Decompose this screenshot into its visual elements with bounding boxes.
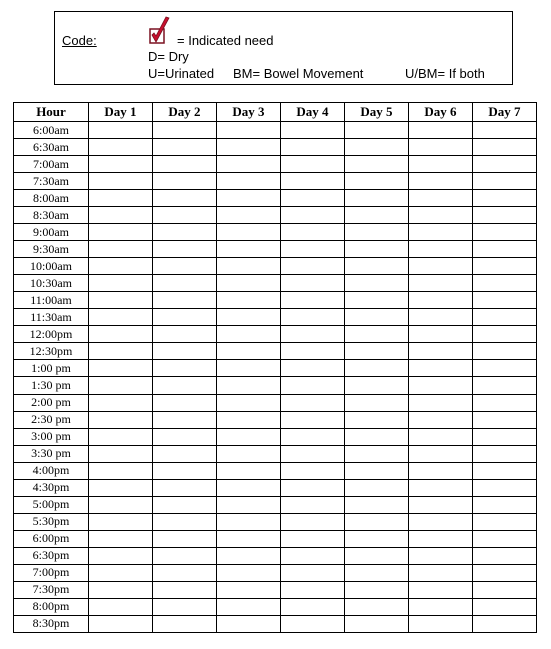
- entry-cell[interactable]: [473, 156, 537, 173]
- entry-cell[interactable]: [409, 343, 473, 360]
- entry-cell[interactable]: [89, 241, 153, 258]
- entry-cell[interactable]: [473, 122, 537, 139]
- entry-cell[interactable]: [409, 190, 473, 207]
- entry-cell[interactable]: [345, 309, 409, 326]
- table-row: [14, 241, 537, 258]
- entry-cell[interactable]: [153, 428, 217, 445]
- table-row: [14, 428, 537, 445]
- entry-cell[interactable]: [473, 173, 537, 190]
- table-row: [14, 343, 537, 360]
- hour-cell: 6:00am: [14, 122, 89, 139]
- hour-cell: 12:30pm: [14, 343, 89, 360]
- code-label: Code:: [62, 33, 97, 48]
- log-table: [13, 102, 537, 633]
- entry-cell[interactable]: [153, 326, 217, 343]
- entry-cell[interactable]: [217, 122, 281, 139]
- entry-cell[interactable]: [473, 462, 537, 479]
- entry-cell[interactable]: [217, 496, 281, 513]
- entry-cell[interactable]: [281, 445, 345, 462]
- table-row: [14, 445, 537, 462]
- entry-cell[interactable]: [409, 479, 473, 496]
- entry-cell[interactable]: [217, 309, 281, 326]
- entry-cell[interactable]: [473, 394, 537, 411]
- entry-cell[interactable]: [217, 292, 281, 309]
- entry-cell[interactable]: [281, 598, 345, 615]
- entry-cell[interactable]: [473, 241, 537, 258]
- hour-cell: 8:30pm: [14, 615, 89, 632]
- table-row: [14, 258, 537, 275]
- hour-cell: 10:30am: [14, 275, 89, 292]
- entry-cell[interactable]: [153, 122, 217, 139]
- hour-cell: 4:30pm: [14, 479, 89, 496]
- entry-cell[interactable]: [217, 411, 281, 428]
- entry-cell[interactable]: [345, 326, 409, 343]
- entry-cell[interactable]: [345, 598, 409, 615]
- entry-cell[interactable]: [409, 275, 473, 292]
- entry-cell[interactable]: [217, 139, 281, 156]
- entry-cell[interactable]: [89, 615, 153, 632]
- entry-cell[interactable]: [345, 122, 409, 139]
- checkbox-check-icon: [149, 14, 171, 48]
- entry-cell[interactable]: [153, 139, 217, 156]
- entry-cell[interactable]: [217, 173, 281, 190]
- entry-cell[interactable]: [473, 598, 537, 615]
- entry-cell[interactable]: [345, 275, 409, 292]
- entry-cell[interactable]: [345, 581, 409, 598]
- entry-cell[interactable]: [345, 394, 409, 411]
- entry-cell[interactable]: [345, 462, 409, 479]
- entry-cell[interactable]: [153, 479, 217, 496]
- hour-cell: 7:30am: [14, 173, 89, 190]
- entry-cell[interactable]: [153, 445, 217, 462]
- entry-cell[interactable]: [473, 428, 537, 445]
- hour-cell: 5:00pm: [14, 496, 89, 513]
- table-row: [14, 496, 537, 513]
- entry-cell[interactable]: [217, 377, 281, 394]
- entry-cell[interactable]: [153, 309, 217, 326]
- entry-cell[interactable]: [409, 173, 473, 190]
- entry-cell[interactable]: [345, 428, 409, 445]
- header-row: [14, 103, 537, 122]
- entry-cell[interactable]: [281, 258, 345, 275]
- entry-cell[interactable]: [409, 309, 473, 326]
- entry-cell[interactable]: [281, 360, 345, 377]
- hour-header: Hour: [14, 103, 89, 122]
- entry-cell[interactable]: [217, 156, 281, 173]
- entry-cell[interactable]: [217, 326, 281, 343]
- entry-cell[interactable]: [281, 292, 345, 309]
- entry-cell[interactable]: [409, 547, 473, 564]
- entry-cell[interactable]: [217, 615, 281, 632]
- table-row: [14, 547, 537, 564]
- entry-cell[interactable]: [281, 156, 345, 173]
- entry-cell[interactable]: [153, 241, 217, 258]
- hour-cell: 11:30am: [14, 309, 89, 326]
- entry-cell[interactable]: [409, 394, 473, 411]
- entry-cell[interactable]: [217, 547, 281, 564]
- entry-cell[interactable]: [281, 462, 345, 479]
- entry-cell[interactable]: [409, 598, 473, 615]
- entry-cell[interactable]: [153, 258, 217, 275]
- entry-cell[interactable]: [345, 292, 409, 309]
- entry-cell[interactable]: [89, 530, 153, 547]
- entry-cell[interactable]: [89, 377, 153, 394]
- table-row: [14, 224, 537, 241]
- entry-cell[interactable]: [473, 496, 537, 513]
- hour-cell: 1:00 pm: [14, 360, 89, 377]
- table-row: [14, 275, 537, 292]
- entry-cell[interactable]: [153, 547, 217, 564]
- entry-cell[interactable]: [89, 258, 153, 275]
- entry-cell[interactable]: [281, 581, 345, 598]
- hour-cell: 8:00am: [14, 190, 89, 207]
- entry-cell[interactable]: [473, 360, 537, 377]
- hour-cell: 9:30am: [14, 241, 89, 258]
- entry-cell[interactable]: [409, 207, 473, 224]
- entry-cell[interactable]: [281, 241, 345, 258]
- entry-cell[interactable]: [281, 394, 345, 411]
- entry-cell[interactable]: [473, 445, 537, 462]
- entry-cell[interactable]: [89, 275, 153, 292]
- log-body: [14, 122, 537, 633]
- entry-cell[interactable]: [153, 207, 217, 224]
- entry-cell[interactable]: [281, 139, 345, 156]
- entry-cell[interactable]: [217, 190, 281, 207]
- entry-cell[interactable]: [281, 122, 345, 139]
- entry-cell[interactable]: [473, 377, 537, 394]
- entry-cell[interactable]: [217, 343, 281, 360]
- entry-cell[interactable]: [473, 411, 537, 428]
- hour-cell: 6:30pm: [14, 547, 89, 564]
- entry-cell[interactable]: [409, 292, 473, 309]
- entry-cell[interactable]: [345, 224, 409, 241]
- table-row: [14, 530, 537, 547]
- day-header: Day 4: [281, 103, 345, 122]
- entry-cell[interactable]: [217, 581, 281, 598]
- entry-cell[interactable]: [345, 530, 409, 547]
- entry-cell[interactable]: [345, 564, 409, 581]
- entry-cell[interactable]: [281, 615, 345, 632]
- entry-cell[interactable]: [153, 462, 217, 479]
- table-row: [14, 394, 537, 411]
- entry-cell[interactable]: [281, 207, 345, 224]
- entry-cell[interactable]: [473, 530, 537, 547]
- entry-cell[interactable]: [89, 292, 153, 309]
- entry-cell[interactable]: [153, 564, 217, 581]
- table-row: [14, 615, 537, 632]
- legend-box: [54, 11, 513, 85]
- table-row: [14, 326, 537, 343]
- entry-cell[interactable]: [281, 496, 345, 513]
- entry-cell[interactable]: [281, 547, 345, 564]
- table-row: [14, 513, 537, 530]
- entry-cell[interactable]: [409, 530, 473, 547]
- table-row: [14, 462, 537, 479]
- entry-cell[interactable]: [409, 615, 473, 632]
- entry-cell[interactable]: [345, 377, 409, 394]
- entry-cell[interactable]: [473, 292, 537, 309]
- hour-cell: 2:00 pm: [14, 394, 89, 411]
- entry-cell[interactable]: [473, 581, 537, 598]
- hour-cell: 7:00am: [14, 156, 89, 173]
- entry-cell[interactable]: [409, 377, 473, 394]
- entry-cell[interactable]: [89, 224, 153, 241]
- entry-cell[interactable]: [217, 445, 281, 462]
- entry-cell[interactable]: [217, 598, 281, 615]
- entry-cell[interactable]: [281, 513, 345, 530]
- entry-cell[interactable]: [345, 343, 409, 360]
- entry-cell[interactable]: [281, 479, 345, 496]
- table-row: [14, 173, 537, 190]
- hour-cell: 5:30pm: [14, 513, 89, 530]
- entry-cell[interactable]: [153, 394, 217, 411]
- entry-cell[interactable]: [89, 360, 153, 377]
- entry-cell[interactable]: [473, 479, 537, 496]
- entry-cell[interactable]: [153, 292, 217, 309]
- legend-urinated: U=Urinated: [148, 66, 215, 81]
- hour-cell: 8:30am: [14, 207, 89, 224]
- entry-cell[interactable]: [281, 309, 345, 326]
- table-row: [14, 139, 537, 156]
- entry-cell[interactable]: [281, 411, 345, 428]
- hour-cell: 6:30am: [14, 139, 89, 156]
- entry-cell[interactable]: [217, 513, 281, 530]
- entry-cell[interactable]: [281, 190, 345, 207]
- entry-cell[interactable]: [345, 445, 409, 462]
- entry-cell[interactable]: [217, 224, 281, 241]
- entry-cell[interactable]: [409, 156, 473, 173]
- entry-cell[interactable]: [89, 207, 153, 224]
- hour-cell: 12:00pm: [14, 326, 89, 343]
- entry-cell[interactable]: [153, 496, 217, 513]
- legend-bowel-movement: BM= Bowel Movement: [233, 66, 364, 81]
- hour-cell: 9:00am: [14, 224, 89, 241]
- hour-cell: 10:00am: [14, 258, 89, 275]
- entry-cell[interactable]: [153, 530, 217, 547]
- entry-cell[interactable]: [473, 139, 537, 156]
- entry-cell[interactable]: [89, 428, 153, 445]
- entry-cell[interactable]: [89, 581, 153, 598]
- entry-cell[interactable]: [345, 479, 409, 496]
- entry-cell[interactable]: [217, 360, 281, 377]
- entry-cell[interactable]: [409, 411, 473, 428]
- entry-cell[interactable]: [345, 360, 409, 377]
- entry-cell[interactable]: [153, 581, 217, 598]
- entry-cell[interactable]: [89, 326, 153, 343]
- entry-cell[interactable]: [89, 445, 153, 462]
- entry-cell[interactable]: [153, 598, 217, 615]
- entry-cell[interactable]: [217, 462, 281, 479]
- entry-cell[interactable]: [153, 190, 217, 207]
- entry-cell[interactable]: [345, 258, 409, 275]
- entry-cell[interactable]: [153, 156, 217, 173]
- hour-cell: 3:30 pm: [14, 445, 89, 462]
- entry-cell[interactable]: [473, 224, 537, 241]
- table-row: [14, 207, 537, 224]
- entry-cell[interactable]: [281, 173, 345, 190]
- entry-cell[interactable]: [409, 428, 473, 445]
- table-row: [14, 598, 537, 615]
- legend-both: U/BM= If both: [405, 66, 485, 81]
- table-row: [14, 156, 537, 173]
- entry-cell[interactable]: [153, 411, 217, 428]
- table-row: [14, 122, 537, 139]
- hour-cell: 1:30 pm: [14, 377, 89, 394]
- day-header: Day 6: [409, 103, 473, 122]
- entry-cell[interactable]: [409, 513, 473, 530]
- entry-cell[interactable]: [281, 343, 345, 360]
- entry-cell[interactable]: [89, 173, 153, 190]
- entry-cell[interactable]: [473, 258, 537, 275]
- legend-dry: D= Dry: [148, 49, 189, 64]
- entry-cell[interactable]: [217, 479, 281, 496]
- table-row: [14, 377, 537, 394]
- table-row: [14, 190, 537, 207]
- hour-cell: 3:00 pm: [14, 428, 89, 445]
- entry-cell[interactable]: [409, 496, 473, 513]
- day-header: Day 1: [89, 103, 153, 122]
- entry-cell[interactable]: [281, 275, 345, 292]
- entry-cell[interactable]: [473, 343, 537, 360]
- entry-cell[interactable]: [345, 513, 409, 530]
- day-header: Day 5: [345, 103, 409, 122]
- table-row: [14, 479, 537, 496]
- entry-cell[interactable]: [153, 343, 217, 360]
- entry-cell[interactable]: [345, 139, 409, 156]
- entry-cell[interactable]: [89, 309, 153, 326]
- entry-cell[interactable]: [473, 207, 537, 224]
- entry-cell[interactable]: [217, 258, 281, 275]
- table-row: [14, 309, 537, 326]
- entry-cell[interactable]: [217, 207, 281, 224]
- entry-cell[interactable]: [153, 360, 217, 377]
- table-row: [14, 360, 537, 377]
- entry-cell[interactable]: [217, 530, 281, 547]
- hour-cell: 4:00pm: [14, 462, 89, 479]
- table-row: [14, 411, 537, 428]
- entry-cell[interactable]: [153, 275, 217, 292]
- entry-cell[interactable]: [345, 496, 409, 513]
- entry-cell[interactable]: [345, 241, 409, 258]
- entry-cell[interactable]: [153, 377, 217, 394]
- entry-cell[interactable]: [89, 411, 153, 428]
- entry-cell[interactable]: [345, 207, 409, 224]
- hour-cell: 2:30 pm: [14, 411, 89, 428]
- entry-cell[interactable]: [89, 139, 153, 156]
- entry-cell[interactable]: [217, 564, 281, 581]
- entry-cell[interactable]: [217, 241, 281, 258]
- entry-cell[interactable]: [217, 394, 281, 411]
- hour-cell: 6:00pm: [14, 530, 89, 547]
- entry-cell[interactable]: [89, 564, 153, 581]
- entry-cell[interactable]: [89, 343, 153, 360]
- entry-cell[interactable]: [473, 564, 537, 581]
- entry-cell[interactable]: [409, 445, 473, 462]
- entry-cell[interactable]: [153, 173, 217, 190]
- entry-cell[interactable]: [217, 275, 281, 292]
- hour-cell: 7:00pm: [14, 564, 89, 581]
- entry-cell[interactable]: [473, 275, 537, 292]
- entry-cell[interactable]: [473, 190, 537, 207]
- indicated-need-text: = Indicated need: [177, 33, 274, 48]
- entry-cell[interactable]: [281, 428, 345, 445]
- day-header: Day 3: [217, 103, 281, 122]
- entry-cell[interactable]: [409, 581, 473, 598]
- entry-cell[interactable]: [473, 615, 537, 632]
- entry-cell[interactable]: [281, 326, 345, 343]
- entry-cell[interactable]: [409, 241, 473, 258]
- entry-cell[interactable]: [345, 173, 409, 190]
- entry-cell[interactable]: [409, 462, 473, 479]
- entry-cell[interactable]: [473, 309, 537, 326]
- entry-cell[interactable]: [345, 156, 409, 173]
- entry-cell[interactable]: [89, 122, 153, 139]
- day-header: Day 2: [153, 103, 217, 122]
- entry-cell[interactable]: [281, 530, 345, 547]
- entry-cell[interactable]: [409, 564, 473, 581]
- entry-cell[interactable]: [345, 411, 409, 428]
- entry-cell[interactable]: [89, 496, 153, 513]
- table-row: [14, 581, 537, 598]
- entry-cell[interactable]: [89, 156, 153, 173]
- entry-cell[interactable]: [281, 224, 345, 241]
- entry-cell[interactable]: [345, 190, 409, 207]
- entry-cell[interactable]: [153, 224, 217, 241]
- entry-cell[interactable]: [153, 615, 217, 632]
- hour-cell: 11:00am: [14, 292, 89, 309]
- entry-cell[interactable]: [409, 139, 473, 156]
- entry-cell[interactable]: [89, 479, 153, 496]
- entry-cell[interactable]: [409, 258, 473, 275]
- entry-cell[interactable]: [345, 547, 409, 564]
- entry-cell[interactable]: [409, 122, 473, 139]
- entry-cell[interactable]: [89, 394, 153, 411]
- table-row: [14, 292, 537, 309]
- entry-cell[interactable]: [473, 513, 537, 530]
- day-header: Day 7: [473, 103, 537, 122]
- entry-cell[interactable]: [89, 547, 153, 564]
- entry-cell[interactable]: [89, 513, 153, 530]
- table-row: [14, 564, 537, 581]
- entry-cell[interactable]: [281, 564, 345, 581]
- entry-cell[interactable]: [281, 377, 345, 394]
- entry-cell[interactable]: [473, 547, 537, 564]
- entry-cell[interactable]: [89, 598, 153, 615]
- entry-cell[interactable]: [89, 462, 153, 479]
- entry-cell[interactable]: [409, 326, 473, 343]
- entry-cell[interactable]: [153, 513, 217, 530]
- entry-cell[interactable]: [473, 326, 537, 343]
- entry-cell[interactable]: [89, 190, 153, 207]
- entry-cell[interactable]: [409, 360, 473, 377]
- hour-cell: 7:30pm: [14, 581, 89, 598]
- hour-cell: 8:00pm: [14, 598, 89, 615]
- entry-cell[interactable]: [409, 224, 473, 241]
- entry-cell[interactable]: [345, 615, 409, 632]
- entry-cell[interactable]: [217, 428, 281, 445]
